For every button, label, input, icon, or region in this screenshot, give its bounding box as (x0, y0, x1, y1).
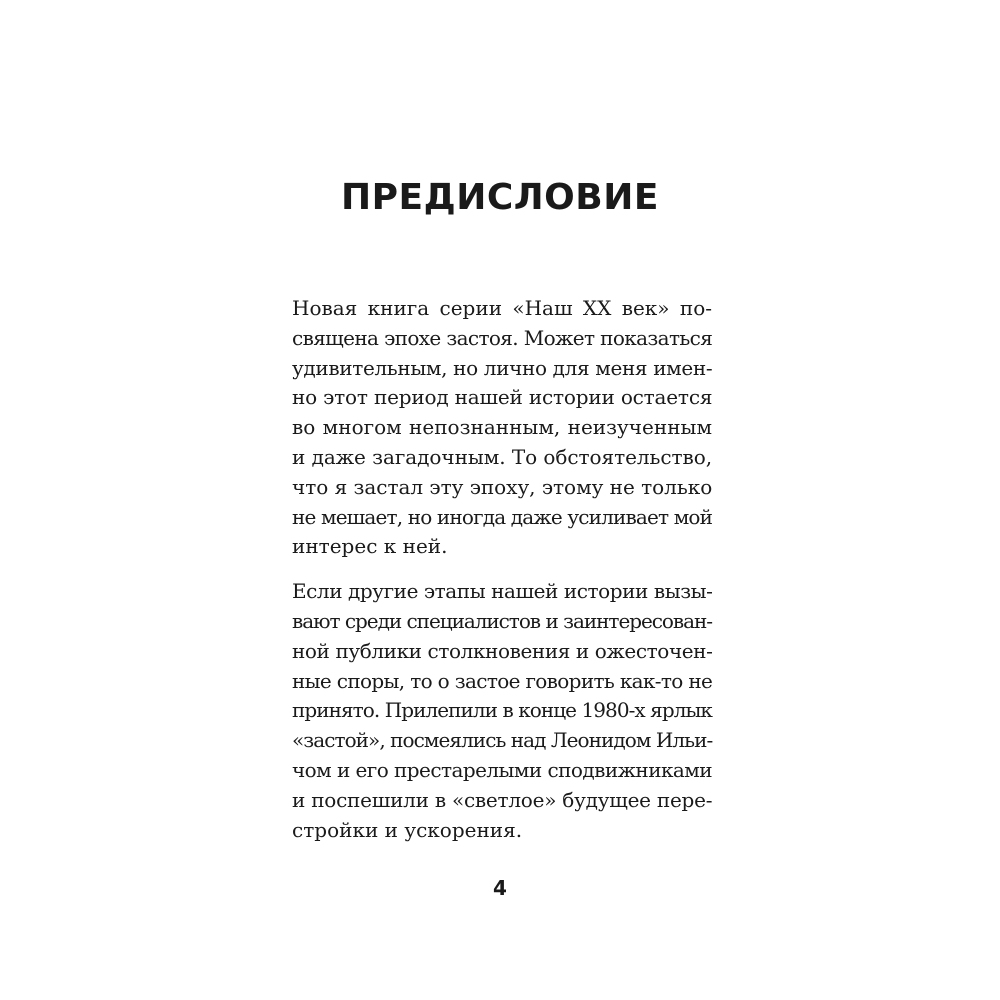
paragraph (292, 294, 712, 562)
text-line: чом и его престарелыми сподвижниками (292, 757, 713, 782)
text-line: вают среди специалистов и заинтересован- (292, 608, 712, 633)
body-text (292, 294, 712, 860)
text-line: ной публики столкновения и ожесточен- (292, 638, 713, 663)
text-line: и даже загадочным. То обстоятельство, (292, 444, 713, 469)
paragraph (292, 577, 712, 845)
text-line: стройки и ускорения. (292, 817, 523, 842)
text-line: принято. Прилепили в конце 1980-х ярлык (292, 698, 712, 723)
text-line: удивительным, но лично для меня имен- (292, 355, 713, 380)
page-title: ПРЕДИСЛОВИЕ (341, 177, 659, 219)
text-line: не мешает, но иногда даже усиливает мой (292, 504, 713, 529)
text-line: Новая книга серии «Наш XX век» по- (292, 296, 712, 320)
text-line: но этот период нашей истории остается (292, 385, 713, 410)
text-line: «застой», посмеялись над Леонидом Ильи- (292, 728, 713, 753)
text-line: что я застал эту эпоху, этому не только (292, 474, 713, 499)
text-line: и поспешили в «светлое» будущее пере- (292, 787, 713, 812)
text-line: интерес к ней. (292, 534, 448, 559)
text-line: ные споры, то о застое говорить как-то не (292, 668, 713, 693)
text-line: священа эпохе застоя. Может показаться (292, 325, 713, 350)
text-line: Если другие этапы нашей истории вызы- (292, 579, 713, 604)
text-line: во многом непознанным, неизученным (292, 415, 712, 440)
page-number: 4 (493, 876, 507, 900)
